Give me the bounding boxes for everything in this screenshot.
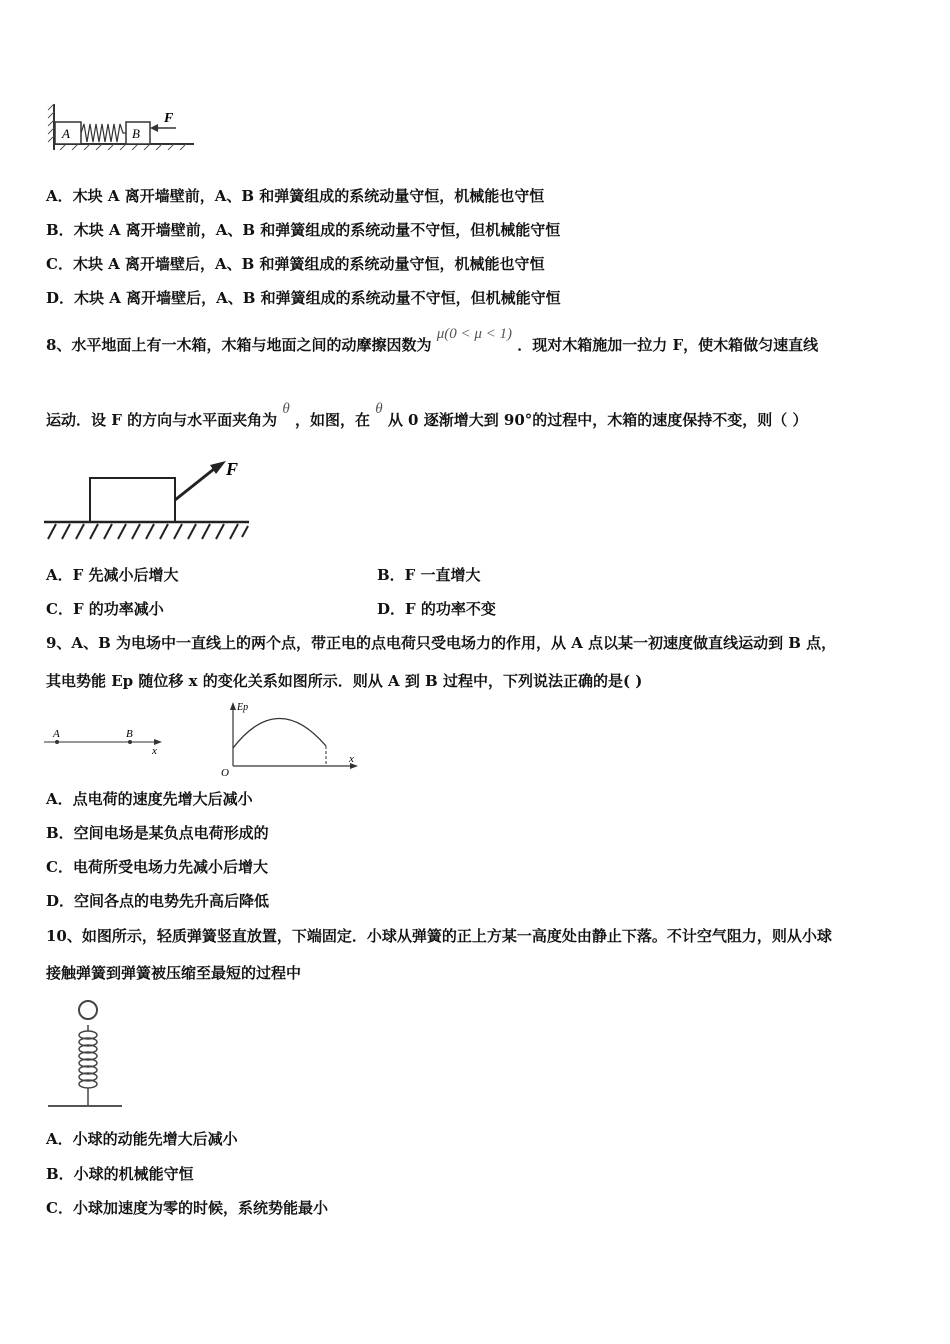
q8-option-b: B．F 一直增大	[377, 566, 481, 584]
axis-x-label-2: x	[349, 753, 354, 765]
block-a-label: A	[62, 126, 70, 141]
ball	[79, 1001, 97, 1019]
point-b-label: B	[126, 728, 133, 740]
q8-stem-line2-post: 从 0 逐渐增大到 90°的过程中，木箱的速度保持不变，则（ ）	[387, 411, 808, 429]
ep-curve	[233, 718, 326, 748]
q9-option-b: B．空间电场是某负点电荷形成的	[46, 824, 269, 842]
q10-option-a: A．小球的动能先增大后减小	[46, 1130, 238, 1148]
force-f-label: F	[164, 111, 174, 126]
q8-option-a: A．F 先减小后增大	[46, 566, 179, 584]
theta-symbol-1: θ	[282, 401, 290, 417]
q8-stem-line2-pre: 运动．设 F 的方向与水平面夹角为	[46, 411, 278, 429]
q7-option-c: C．木块 A 离开墙壁后，A、B 和弹簧组成的系统动量守恒，机械能也守恒	[46, 255, 545, 273]
block-b-label: B	[132, 126, 140, 141]
ball-spring-figure	[44, 995, 129, 1115]
q9-stem-line2: 其电势能 Ep 随位移 x 的变化关系如图所示．则从 A 到 B 过程中，下列说法正确的是( )	[46, 672, 643, 690]
wooden-box	[90, 478, 175, 522]
q10-stem-line1: 10、如图所示，轻质弹簧竖直放置，下端固定．小球从弹簧的正上方某一高度处由静止下落。不计空气阻力，则从小球	[46, 927, 832, 945]
q10-stem-line2: 接触弹簧到弹簧被压缩至最短的过程中	[46, 964, 302, 982]
q8-stem-line1-pre: 8、水平地面上有一木箱，木箱与地面之间的动摩擦因数为	[46, 336, 432, 354]
q10-option-c: C．小球加速度为零的时候，系统势能最小	[46, 1199, 328, 1217]
q8-stem-line1	[46, 326, 819, 356]
field-line-figure	[44, 726, 169, 756]
q8-stem-line2	[46, 401, 808, 431]
q9-option-a: A．点电荷的速度先增大后减小	[46, 790, 253, 808]
theta-symbol-2: θ	[375, 401, 383, 417]
q8-stem-line2-mid: ，如图，在	[294, 411, 370, 429]
q9-stem-line1: 9、A、B 为电场中一直线上的两个点，带正电的点电荷只受电场力的作用，从 A 点以某一初速度做直线运动到 B 点，	[46, 634, 837, 652]
q7-option-b: B．木块 A 离开墙壁前，A、B 和弹簧组成的系统动量不守恒，但机械能守恒	[46, 221, 561, 239]
vertical-spring	[79, 1025, 97, 1105]
spring-blocks-figure	[46, 100, 206, 160]
pull-force-label: F	[226, 459, 239, 479]
q8-stem-line1-post: ．现对木箱施加一拉力 F，使木箱做匀速直线	[517, 336, 819, 354]
axis-x-label-1: x	[152, 745, 157, 756]
q7-option-a: A．木块 A 离开墙壁前，A、B 和弹簧组成的系统动量守恒，机械能也守恒	[46, 187, 545, 205]
box-force-figure	[44, 455, 254, 545]
q7-option-d: D．木块 A 离开墙壁后，A、B 和弹簧组成的系统动量不守恒，但机械能守恒	[46, 289, 561, 307]
origin-label: O	[221, 767, 229, 779]
q9-option-d: D．空间各点的电势先升高后降低	[46, 892, 270, 910]
q10-option-b: B．小球的机械能守恒	[46, 1165, 194, 1183]
point-a-label: A	[53, 728, 60, 740]
axis-ep-label: Ep	[237, 702, 249, 713]
spring	[81, 124, 126, 142]
mu-formula: μ(0 < μ < 1)	[436, 326, 512, 342]
ep-x-graph	[218, 700, 363, 780]
q8-option-d: D．F 的功率不变	[377, 600, 496, 618]
q9-option-c: C．电荷所受电场力先减小后增大	[46, 858, 268, 876]
q8-option-c: C．F 的功率减小	[46, 600, 164, 618]
